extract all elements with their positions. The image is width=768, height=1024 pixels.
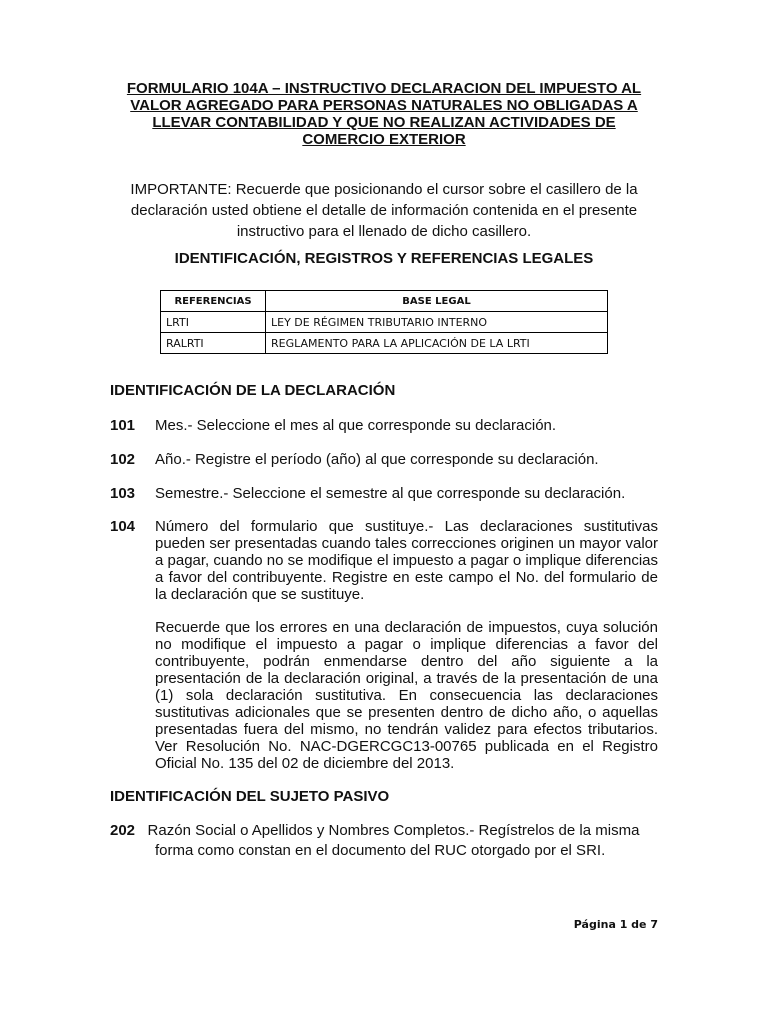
field-description-continued: forma como constan en el documento del RUC otorgado por el SRI. — [155, 842, 606, 859]
table-cell: REGLAMENTO PARA LA APLICACIÓN DE LA LRTI — [266, 333, 608, 354]
field-description: Semestre.- Seleccione el semestre al que corresponde su declaración. — [155, 485, 626, 502]
field-description: Mes.- Seleccione el mes al que corresponde su declaración. — [155, 417, 557, 434]
references-table — [160, 290, 608, 354]
section-heading-taxpayer: IDENTIFICACIÓN DEL SUJETO PASIVO — [110, 788, 390, 805]
field-item-103 — [110, 485, 658, 502]
table-cell: LEY DE RÉGIMEN TRIBUTARIO INTERNO — [266, 312, 608, 333]
table-row — [161, 312, 608, 333]
field-description: Año.- Registre el período (año) al que corresponde su declaración. — [155, 451, 599, 468]
field-item-202 — [110, 821, 658, 861]
table-cell: RALRTI — [161, 333, 266, 354]
field-number: 104 — [110, 518, 136, 535]
field-item-101 — [110, 417, 658, 434]
field-description: Razón Social o Apellidos y Nombres Completos.- Regístrelos de la misma — [147, 822, 640, 839]
section-heading-declaration: IDENTIFICACIÓN DE LA DECLARACIÓN — [110, 382, 396, 399]
field-item-102 — [110, 451, 658, 468]
field-number: 202 — [110, 822, 136, 839]
section-heading-references: IDENTIFICACIÓN, REGISTROS Y REFERENCIAS LEGALES — [174, 250, 594, 267]
table-cell: LRTI — [161, 312, 266, 333]
document-title: FORMULARIO 104A – INSTRUCTIVO DECLARACION DEL IMPUESTO AL VALOR AGREGADO PARA PERSONAS NATURALES NO OBLIGADAS A LLEVAR CONTABILIDAD Y QUE NO REALIZAN ACTIVIDADES DE COMERCIO EXTERIOR — [126, 80, 642, 148]
field-item-104 — [110, 518, 658, 603]
page-number: Página 1 de 7 — [573, 918, 658, 931]
field-number: 101 — [110, 417, 136, 434]
column-header-legal-base: BASE LEGAL — [266, 291, 608, 312]
field-104-note: Recuerde que los errores en una declaración de impuestos, cuya solución no modifique el impuesto a pagar o implique diferencias a favor del contribuyente, podrán enmendarse dentro del año siguiente a la presentación de la declaración original, a través de la presentación de una (1) sola declaración sustitutiva. En consecuencia las declaraciones sustitutivas adicionales que se presenten dentro de dicho año, o aquellas presentadas fuera del mismo, no tendrán validez para efectos tributarios. Ver Resolución No. NAC-DGERCGC13-00765 publicada en el Registro Oficial No. 135 del 02 de diciembre del 2013. — [155, 619, 658, 772]
field-number: 103 — [110, 485, 136, 502]
field-number: 102 — [110, 451, 136, 468]
column-header-references: REFERENCIAS — [161, 291, 266, 312]
table-row — [161, 333, 608, 354]
field-description: Número del formulario que sustituye.- Las declaraciones sustitutivas pueden ser presentadas cuando tales correcciones originen un mayor valor a pagar, cuando no se modifique el impuesto a pagar o implique diferencias a favor del contribuyente. Registre en este campo el No. del formulario de la declaración que se sustituye. — [155, 518, 658, 603]
table-header-row — [161, 291, 608, 312]
important-note: IMPORTANTE: Recuerde que posicionando el cursor sobre el casillero de la declaración usted obtiene el detalle de información contenida en el presente instructivo para el llenado de dicho casillero. — [130, 181, 638, 240]
